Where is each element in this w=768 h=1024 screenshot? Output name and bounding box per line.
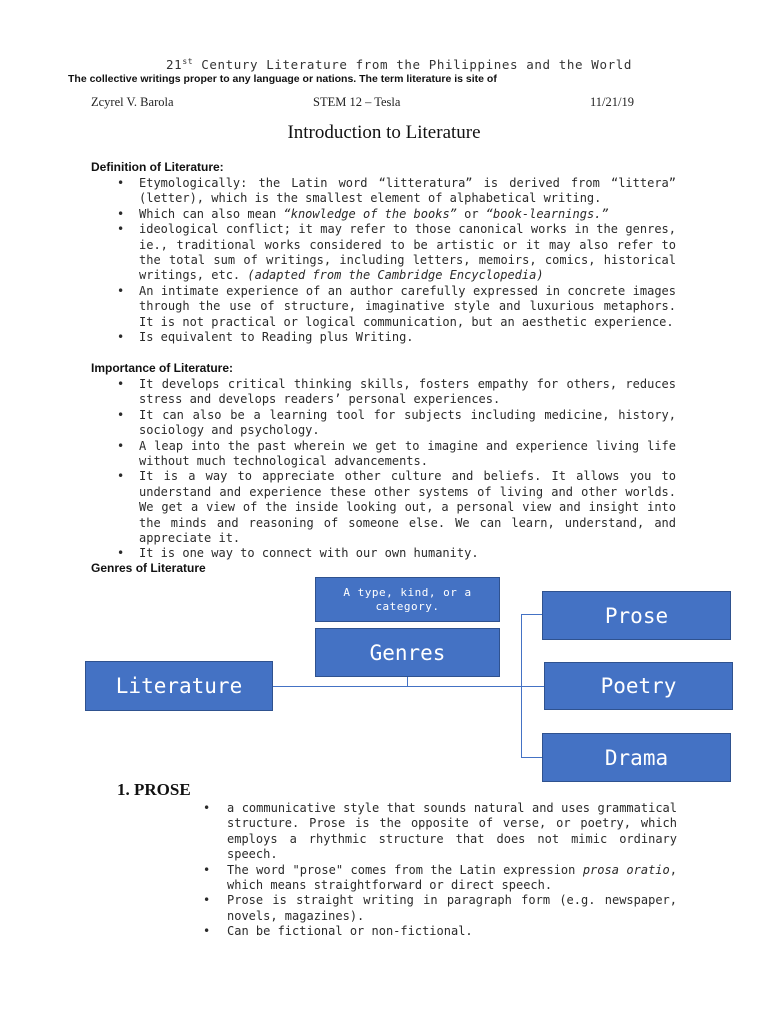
list-item: • It can also be a learning tool for subjects including medicine, history, sociology and psychology. bbox=[109, 408, 676, 439]
genres-heading: Genres of Literature bbox=[91, 561, 206, 575]
list-item: • It is a way to appreciate other culture and beliefs. It allows you to understand and experience these other systems of living and other worlds. We get a view of the inside looking out, a personal view and insight into the minds and reasoning of someone else. We can learn, understand, and appreciate it. bbox=[109, 469, 676, 546]
list-item: • ideological conflict; it may refer to those canonical works in the genres, ie., traditional works considered to be artistic or it may also refer to the total sum of writings, including letters, memoirs, comics, historical writings, etc. (adapted from the Cambridge Encyclopedia) bbox=[109, 222, 676, 284]
connector-drama bbox=[521, 757, 542, 758]
student-name: Zcyrel V. Barola bbox=[91, 95, 174, 109]
list-item: • It is one way to connect with our own humanity. bbox=[109, 546, 676, 561]
prose-heading: 1. PROSE bbox=[117, 780, 191, 799]
list-item: • An intimate experience of an author carefully expressed in concrete images through the use of structure, imaginative style and luxurious metaphors. It is not practical or logical communication, but an aesthetic experience. bbox=[109, 284, 676, 330]
course-title: 21st Century Literature from the Philippines and the World bbox=[166, 56, 632, 72]
drama-box: Drama bbox=[542, 733, 731, 782]
importance-heading: Importance of Literature: bbox=[91, 361, 234, 375]
list-item: • Can be fictional or non-fictional. bbox=[203, 924, 677, 939]
connector-horizontal bbox=[273, 686, 521, 687]
connector-poetry bbox=[521, 686, 544, 687]
list-item: • a communicative style that sounds natural and uses grammatical structure. Prose is the opposite of verse, or poetry, which employs a rhythmic structure that does not mimic ordinary speech. bbox=[203, 801, 677, 863]
overlay-note: The collective writings proper to any language or nations. The term literature is site of bbox=[68, 73, 497, 85]
class-section: STEM 12 – Tesla bbox=[313, 95, 401, 109]
prose-list bbox=[203, 801, 677, 940]
connector-genres bbox=[407, 677, 408, 687]
genres-box: Genres bbox=[315, 628, 500, 677]
definition-heading: Definition of Literature: bbox=[91, 160, 224, 174]
literature-box: Literature bbox=[85, 661, 273, 711]
list-item: • Etymologically: the Latin word “litteratura” is derived from “littera” (letter), which is the smallest element of alphabetical writing. bbox=[109, 176, 676, 207]
list-item: • The word "prose" comes from the Latin expression prosa oratio, which means straightforward or direct speech. bbox=[203, 863, 677, 894]
list-item: • Prose is straight writing in paragraph form (e.g. newspaper, novels, magazines). bbox=[203, 893, 677, 924]
list-item: • It develops critical thinking skills, fosters empathy for others, reduces stress and develops readers’ personal experiences. bbox=[109, 377, 676, 408]
importance-list bbox=[109, 377, 676, 562]
genre-note-box: A type, kind, or a category. bbox=[315, 577, 500, 622]
page-title: Introduction to Literature bbox=[287, 122, 481, 143]
connector-prose bbox=[521, 614, 542, 615]
prose-box: Prose bbox=[542, 591, 731, 640]
list-item: • A leap into the past wherein we get to imagine and experience living life without much technological advancements. bbox=[109, 439, 676, 470]
poetry-box: Poetry bbox=[544, 662, 733, 710]
definition-list bbox=[109, 176, 676, 345]
list-item: • Which can also mean “knowledge of the books” or “book-learnings.” bbox=[109, 207, 676, 222]
date: 11/21/19 bbox=[590, 95, 634, 109]
list-item: • Is equivalent to Reading plus Writing. bbox=[109, 330, 676, 345]
